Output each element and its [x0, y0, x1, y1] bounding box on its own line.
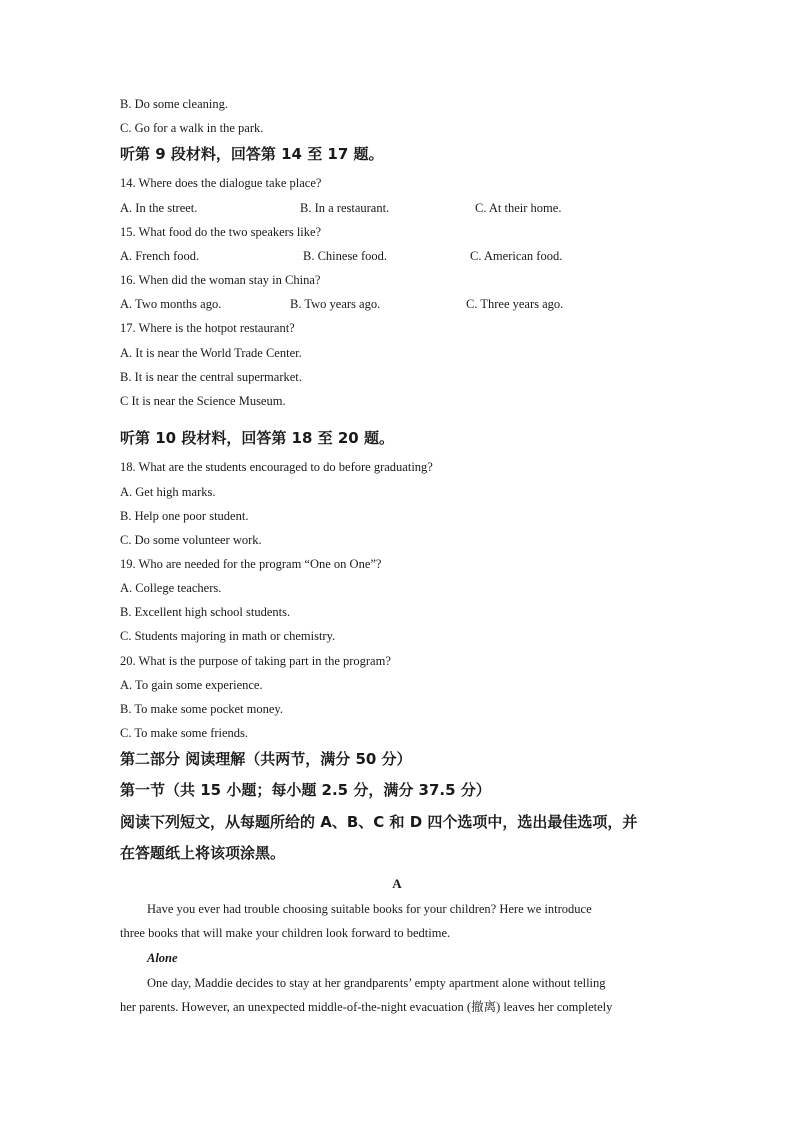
section-9-heading: 听第 9 段材料，回答第 14 至 17 题。 — [120, 145, 384, 163]
question-17-option-c: C It is near the Science Museum. — [120, 394, 286, 408]
question-17-option-b: B. It is near the central supermarket. — [120, 370, 302, 384]
question-20-option-b: B. To make some pocket money. — [120, 702, 283, 716]
part-2-section-1-heading: 第一节（共 15 小题；每小题 2.5 分，满分 37.5 分） — [120, 781, 491, 799]
question-14-option-a: A. In the street. — [120, 201, 198, 215]
question-19-option-c: C. Students majoring in math or chemistry. — [120, 629, 336, 643]
question-16: 16. When did the woman stay in China? — [120, 273, 321, 287]
intro-line-1: Have you ever had trouble choosing suitable books for your children? Here we introduce — [147, 902, 592, 916]
part-2-heading: 第二部分 阅读理解（共两节，满分 50 分） — [120, 750, 412, 768]
question-15-option-b: B. Chinese food. — [303, 249, 388, 263]
question-18-option-b: B. Help one poor student. — [120, 509, 249, 523]
question-15-option-c: C. American food. — [470, 249, 563, 263]
instruction-line-2: 在答题纸上将该项涂黑。 — [120, 844, 286, 862]
question-20: 20. What is the purpose of taking part in the program? — [120, 654, 391, 668]
book-title: Alone — [147, 951, 178, 965]
question-20-option-a: A. To gain some experience. — [120, 678, 263, 692]
question-17-option-a: A. It is near the World Trade Center. — [120, 346, 302, 360]
question-19-option-b: B. Excellent high school students. — [120, 605, 291, 619]
question-14-option-b: B. In a restaurant. — [300, 201, 390, 215]
question-18-option-a: A. Get high marks. — [120, 485, 216, 499]
question-19: 19. Who are needed for the program “One on One”? — [120, 557, 382, 571]
question-17: 17. Where is the hotpot restaurant? — [120, 321, 295, 335]
question-19-option-a: A. College teachers. — [120, 581, 222, 595]
question-18: 18. What are the students encouraged to do before graduating? — [120, 460, 433, 474]
question-15: 15. What food do the two speakers like? — [120, 225, 322, 239]
question-14-option-c: C. At their home. — [475, 201, 562, 215]
question-18-option-c: C. Do some volunteer work. — [120, 533, 262, 547]
question-15-option-a: A. French food. — [120, 249, 200, 263]
option-13b: B. Do some cleaning. — [120, 97, 228, 111]
question-16-option-c: C. Three years ago. — [466, 297, 564, 311]
question-16-option-a: A. Two months ago. — [120, 297, 222, 311]
question-14: 14. Where does the dialogue take place? — [120, 176, 322, 190]
question-16-option-b: B. Two years ago. — [290, 297, 381, 311]
section-10-heading: 听第 10 段材料，回答第 18 至 20 题。 — [120, 429, 394, 447]
book-description-line-2: her parents. However, an unexpected middle-of-the-night evacuation (撤离) leaves her completely — [120, 1000, 613, 1014]
option-13c: C. Go for a walk in the park. — [120, 121, 264, 135]
instruction-line-1: 阅读下列短文，从每题所给的 A、B、C 和 D 四个选项中，选出最佳选项，并 — [120, 813, 638, 831]
book-description-line-1: One day, Maddie decides to stay at her grandparents’ empty apartment alone without telling — [147, 976, 606, 990]
intro-line-2: three books that will make your children look forward to bedtime. — [120, 926, 451, 940]
question-20-option-c: C. To make some friends. — [120, 726, 249, 740]
passage-label: A — [392, 876, 402, 891]
